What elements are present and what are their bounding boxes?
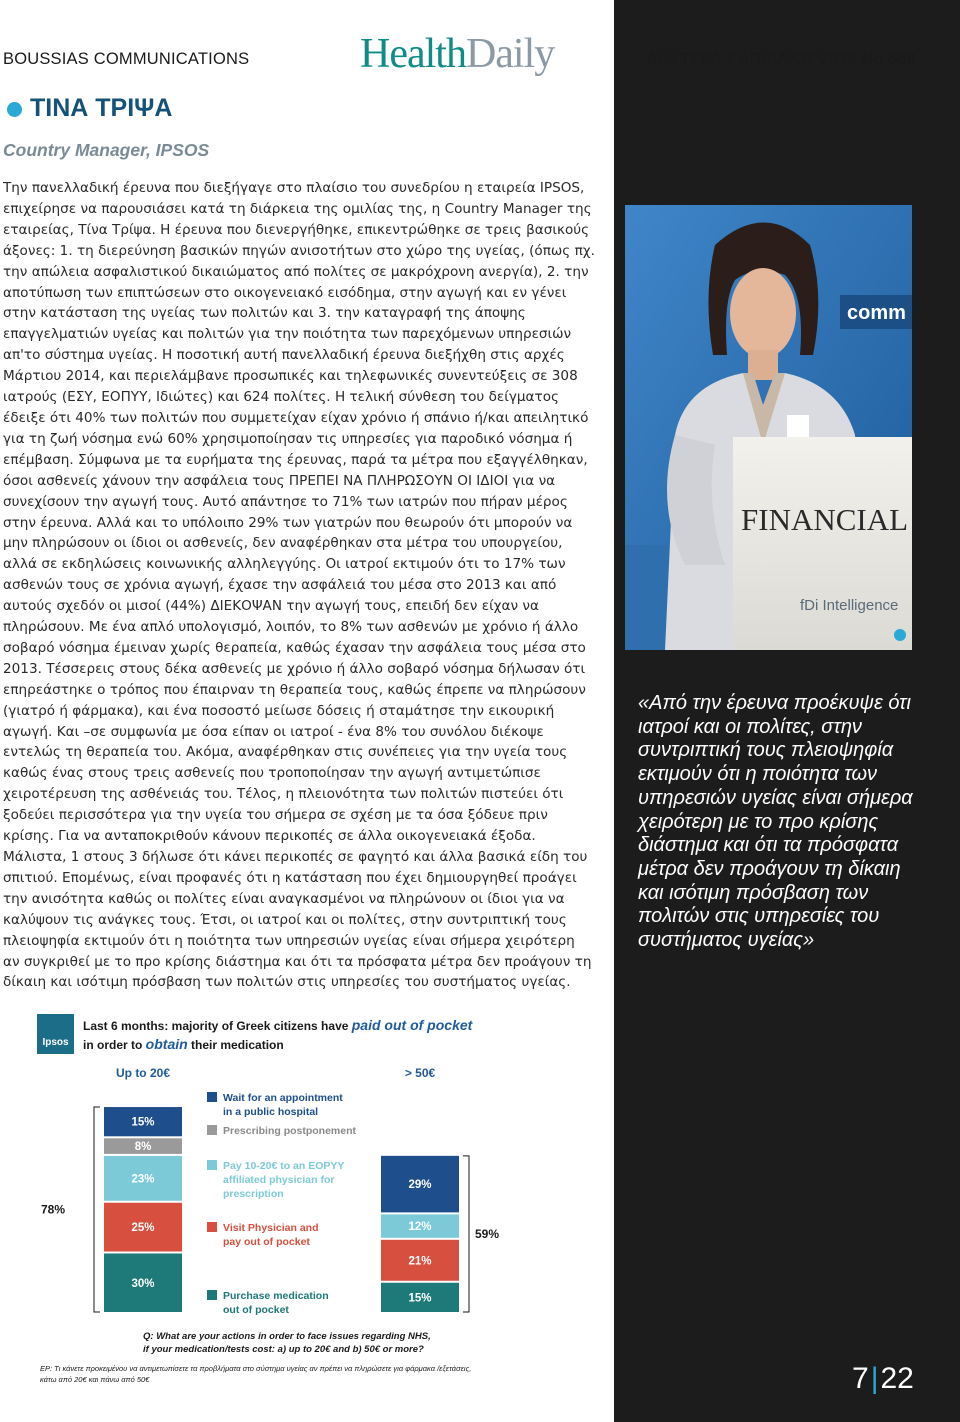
- legend-label: in a public hospital: [223, 1106, 319, 1118]
- total-bracket: [94, 1107, 100, 1312]
- publisher-name: BOUSSIAS COMMUNICATIONS: [3, 50, 250, 68]
- speaker-photo: [625, 205, 912, 650]
- legend-swatch: [207, 1222, 217, 1232]
- author-role: Country Manager, IPSOS: [3, 140, 210, 160]
- podium-brand-text: fDi Intelligence: [800, 597, 899, 614]
- legend-swatch: [207, 1160, 217, 1170]
- chart-footnote-line1: ΕΡ: Τι κάνετε προκειμένου να αντιμετωπίσετε τα προβλήματα στο σύστημα υγείας αν πρέπει να πληρώσετε για φάρμακα /εξετάσεις,: [40, 1364, 472, 1373]
- podium-banner-text: FINANCIAL: [741, 502, 909, 537]
- chart-footnote-line2: κάτω από 20€ και πάνω από 50€: [40, 1375, 150, 1384]
- legend-swatch: [207, 1125, 217, 1135]
- total-label: 59%: [475, 1226, 500, 1241]
- bar-value-label: 30%: [131, 1277, 155, 1290]
- page-number: [852, 1362, 914, 1396]
- category-label: Up to 20€: [115, 1066, 171, 1080]
- ipsos-logo-text: Ipsos: [42, 1037, 69, 1048]
- chart-question-line1: Q: What are your actions in order to face issues regarding NHS,: [143, 1331, 431, 1342]
- logo-daily: Daily: [465, 31, 555, 77]
- bar-value-label: 8%: [134, 1141, 152, 1154]
- bar-value-label: 15%: [131, 1116, 155, 1129]
- legend-label: out of pocket: [223, 1304, 289, 1316]
- pull-quote: «Από την έρευνα προέκυψε ότι ιατροί και οι πολίτες, στην συντριπτική τους πλειοψηφία εκτιμούν ότι η ποιότητα των υπηρεσιών υγείας είναι σήμερα χειρότερη με το προ κρίσης διάστημα και ότι τα πρόσφατα μέτρα δεν προάγουν τη δίκαιη και ισότιμη πρόσβαση των πολιτών στις υπηρεσίες του συστήματος υγείας»: [638, 692, 913, 952]
- bar-value-label: 25%: [131, 1222, 155, 1235]
- legend-label: Purchase medication: [223, 1290, 329, 1302]
- bullet-dot-icon: [7, 102, 22, 117]
- healthdaily-logo: [360, 30, 554, 78]
- date-text: ΔΕΥΤΕΡΑ 7 ΑΠΡΙΛΙΟΥ 2014: [647, 50, 857, 68]
- comm-sign: comm: [847, 302, 906, 324]
- ipsos-chart: [37, 1012, 557, 1387]
- legend-swatch: [207, 1290, 217, 1300]
- legend-label: Wait for an appointment: [223, 1092, 343, 1104]
- chart-title-line2: in order to obtain their medication: [83, 1036, 284, 1052]
- bar-value-label: 21%: [408, 1255, 432, 1268]
- chart-title-line1: Last 6 months: majority of Greek citizens have paid out of pocket: [83, 1017, 473, 1033]
- category-label: > 50€: [404, 1066, 436, 1080]
- legend-label: Pay 10-20€ to an EOPYY: [223, 1160, 345, 1172]
- legend-label: Prescribing postponement: [223, 1125, 357, 1137]
- page-left: 7: [852, 1362, 869, 1395]
- legend-swatch: [207, 1092, 217, 1102]
- bar-value-label: 15%: [408, 1292, 432, 1305]
- bar-value-label: 23%: [131, 1173, 155, 1186]
- author-name: ΤΙΝΑ ΤΡΙΨΑ: [30, 94, 173, 122]
- total-bracket: [463, 1156, 469, 1312]
- legend-label: affiliated physician for: [223, 1174, 335, 1186]
- issue-number: Νο 589: [861, 50, 916, 68]
- legend-label: prescription: [223, 1188, 284, 1200]
- legend-label: Visit Physician and: [223, 1222, 319, 1234]
- total-label: 78%: [41, 1202, 66, 1217]
- bar-value-label: 12%: [408, 1221, 432, 1234]
- chart-question-line2: if your medication/tests cost: a) up to 20€ and b) 50€ or more?: [143, 1344, 424, 1355]
- ipsos-logo: [37, 1014, 74, 1054]
- article-body: Την πανελλαδική έρευνα που διεξήγαγε στο πλαίσιο του συνεδρίου η εταιρεία IPSOS, επιχείρησε να παρουσιάσει κατά τη διάρκεια της ομιλίας της, η Country Manager της εταιρείας, Τίνα Τρίψα. Η έρευνα που διενεργήθηκε, επικεντρώθηκε σε τρεις βασικούς άξονες: 1. τη διερεύνηση βασικών πηγών ανισοτήτων στο χώρο της υγείας, (όπως πχ. την απώλεια ασφαλιστικού δικαιώματος από πολίτες σε μακρόχρονη ανεργία), 2. την αποτύπωση των επιπτώσεων στο οικογενειακό εισόδημα, στην αγωγή και εν γένει στην κατάσταση της υγείας των πολιτών και 3. την καταγραφή της άποψης επαγγελματιών υγείας και πολιτών για την ποιότητα των παρεχόμενων υπηρεσιών απ'το σύστημα υγείας. Η ποσοτική αυτή πανελλαδική έρευνα διεξήχθη στις αρχές Μάρτιου 2014, και περιελάμβανε προσωπικές και τηλεφωνικές συνεντεύξεις σε 308 ιατρούς (ΕΣΥ, ΕΟΠΥΥ, Ιδιώτες) και 624 πολίτες. Η τελική σύνθεση του δείγματος έδειξε ότι 40% των πολιτών που συμμετείχαν είχαν χρόνιο ή σπάνιο ή/και απειλητικό για τη ζωή νόσημα ενώ 60% χρησιμοποίησαν τις υπηρεσίες για παροδικό νόσημα ή επέμβαση. Σύμφωνα με τα ευρήματα της έρευνας, παρά τα μέτρα που εξαγγέλθηκαν, όσοι ασθενείς χάνουν την ασφάλεια τους ΠΡΕΠΕΙ ΝΑ ΠΛΗΡΩΣΟΥΝ ΟΙ ΙΔΙΟΙ για να συνεχίσουν την αγωγή τους. Αυτό απάντησε το 71% των ιατρών που πήραν μέρος στην έρευνα. Αλλά και το υπόλοιπο 29% των γιατρών που θεωρούν ότι μπορούν να μην πληρώσουν οι ίδιοι οι ασθενείς, δεν αναφέρθηκαν στα μέτρα του υπουργείου, αλλά σε εκδηλώσεις κοινωνικής αλληλεγγύης. Οι ιατροί εκτιμούν ότι το 17% των ασθενών τους σε χρόνια αγωγή, έχασε την ασφάλειά του μέσα στο 2013 και από αυτούς σχεδόν οι μισοί (44%) ΔΙΕΚΟΨΑΝ την αγωγή τους, επειδή δεν είχαν να πληρώσουν. Με ένα απλό υπολογισμό, λοιπόν, το 8% των ασθενών με χρόνιο ή άλλο σοβαρό νόσημα έμειναν χωρίς θεραπεία, καθώς έχασαν την ασφάλεια τους μέσα στο 2013. Τέσσερεις στους δέκα ασθενείς με χρόνιο ή άλλο σοβαρό νόσημα δήλωσαν ότι επηρεάστηκε ο τρόπος που έπαιρναν τη θεραπεία τους, καθώς έπρεπε να πληρώσουν (γιατρό ή φάρμακα), και ένα ποσοστό μείωσε δόσεις ή σταμάτησε την εικουρική αγωγή. Και –σε συμφωνία με όσα είπαν οι ιατροί - ένα 8% του συνόλου διέκοψε εντελώς τη θεραπεία του. Ακόμα, αναφέρθηκαν στις συνέπειες για την υγεία τους καθώς ένας στους τρεις ασθενείς που τροποποίησαν την αγωγή αντιμετώπισε χειροτέρευση της ασθένειάς του. Τέλος, η πλειονότητα των πολιτών πιστεύει ότι ξοδεύει περισσότερα για την υγεία του σήμερα σε σχέση με τα όσα ξόδευε πριν κρίσης. Για να ανταποκριθούν κάνουν περικοπές σε άλλα οικογενειακά έξοδα. Μάλιστα, 1 στους 3 δήλωσε ότι κάνει περικοπές σε φαγητό και άλλα βασικά είδη του σπιτιού. Επομένως, είναι προφανές ότι η κατάσταση που έχει δημιουργηθεί προάγει την ανισότητα καθώς οι πολίτες είναι αναγκασμένοι να πληρώνουν οι ίδιοι για να καλύψουν τις ανάγκες τους. Έτσι, οι ιατροί και οι πολίτες, στην συντριπτική τους πλειοψηφία εκτιμούν ότι η ποιότητα των υπηρεσιών υγείας είναι σήμερα χειρότερη αν συγκριθεί με το προ κρίσης διάστημα και ότι τα πρόσφατα μέτρα δεν προάγουν τη δίκαιη και ισότιμη πρόσβαση των πολιτών στις υπηρεσίες του συστήματος υγείας.: [3, 180, 595, 991]
- page-divider: |: [870, 1362, 879, 1395]
- page-right: 22: [880, 1362, 914, 1395]
- logo-health: Health: [360, 31, 466, 77]
- bar-value-label: 29%: [408, 1179, 432, 1192]
- legend-label: pay out of pocket: [223, 1236, 310, 1248]
- issue-date: [647, 50, 916, 69]
